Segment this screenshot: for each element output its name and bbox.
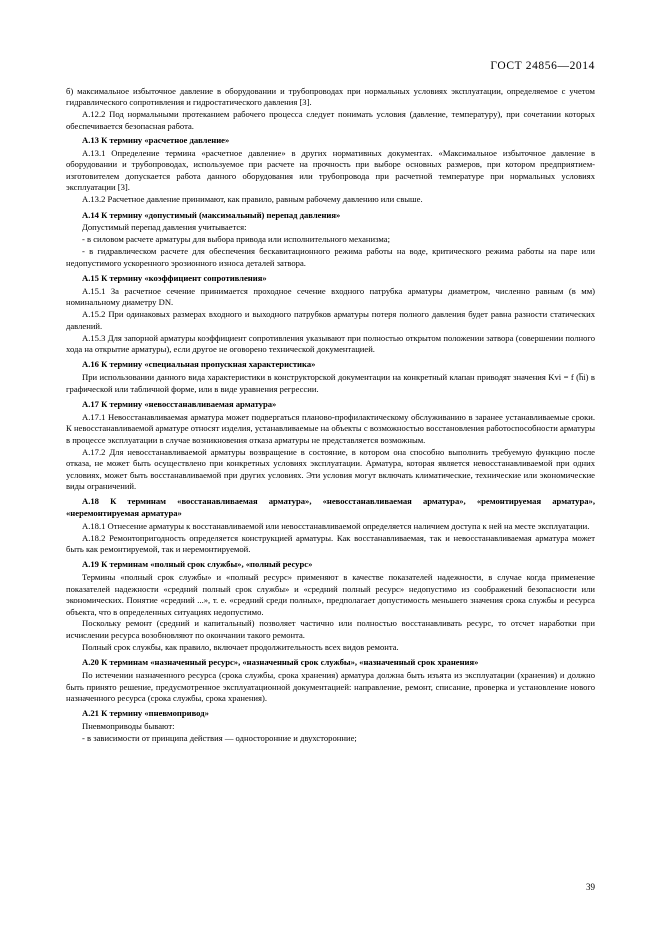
paragraph: А.15.2 При одинаковых размерах входного и выходного патрубков арматуры потеря полного давления будет равна разности статических давлений. [66,309,595,331]
paragraph: А.15.1 За расчетное сечение принимается проходное сечение входного патрубка арматуры диаметром, численно равным (в мм) номинальному диаметру DN. [66,286,595,308]
paragraph: - в зависимости от принципа действия — односторонние и двухсторонние; [82,733,357,744]
page-number: 39 [586,882,595,892]
section-heading: А.17 К термину «невосстанавливаемая арматура» [82,399,277,410]
section-heading: А.18 К терминам «восстанавливаемая арматура», «невосстанавливаемая арматура», «ремонтируемая арматура», «неремонтируемая арматура» [66,496,595,518]
paragraph: А.18.1 Отнесение арматуры к восстанавливаемой или невосстанавливаемой определяется наличием доступа к ней на месте эксплуатации. [82,520,590,531]
section-heading: А.15 К термину «коэффициент сопротивления» [82,273,267,284]
section-heading: А.14 К термину «допустимый (максимальный) перепад давления» [82,209,341,220]
paragraph: А.13.2 Расчетное давление принимают, как правило, равным рабочему давлению или свыше. [82,194,423,205]
paragraph: б) максимальное избыточное давление в оборудовании и трубопроводах при нормальных условиях эксплуатации, определяемое с учетом гидравлического сопротивления и гидростатического давления [3]. [66,86,595,108]
paragraph: Поскольку ремонт (средний и капитальный) позволяет частично или полностью восстанавливать ресурс, то отсчет наработки при исчислении ресурса возобновляют по окончании такого ремонта. [66,618,595,640]
paragraph: Полный срок службы, как правило, включает продолжительность всех видов ремонта. [82,641,399,652]
paragraph: - в силовом расчете арматуры для выбора привода или исполнительного механизма; [82,234,390,245]
paragraph: А.15.3 Для запорной арматуры коэффициент сопротивления указывают при полностью открытом положении затвора (совершении полного хода на открытие арматуры), если другое не оговорено технической документацией. [66,332,595,355]
section-heading: А.21 К термину «пневмопривод» [82,708,209,719]
paragraph: По истечении назначенного ресурса (срока службы, срока хранения) арматура должна быть изъята из эксплуатации (хранения) и должно быть принято решение, предусмотренное эксплуатационной документацией: направление, ремонт, списание, проверка и установление нового назначенного ресурса (срока службы, срока хранения). [66,670,595,703]
section-heading: А.20 К терминам «назначенный ресурс», «назначенный срок службы», «назначенный срок хранения» [82,657,479,668]
paragraph: А.18.2 Ремонтопригодность определяется конструкцией арматуры. Как восстанавливаемая, так и невосстанавливаемая арматура может быть как ремонтируемой, так и неремонтируемой. [66,532,595,555]
paragraph: А.12.2 Под нормальными протеканием рабочего процесса следует понимать условия (давление, температуру), при сочетании которых обеспечивается безопасная работа. [66,109,595,131]
paragraph: При использовании данного вида характеристики в конструкторской документации на конкретный клапан приводят значения Kvi = f (h̅i) в графической или табличной форме, или в виде уравнения регрессии. [66,372,595,394]
document-body [66,86,595,745]
section-heading: А.16 К термину «специальная пропускная характеристика» [82,359,316,370]
paragraph: А.17.2 Для невосстанавливаемой арматуры возвращение в состояние, в котором она способно выполнить требуемую функцию после отказа, не может быть осуществлено при конкретных условиях эксплуатации. Арматура, которая является невосстанавливаемой при одних условиях, может быть восстанавливаемой при других условиях. Эти условия могут включать климатические, технические или экономические виды ограничений. [66,446,595,491]
paragraph: - в гидравлическом расчете для обеспечения бескавитационного режима работы на воде, критического режима работы на паре или недопустимого ускоренного эрозионного износа деталей затвора. [66,246,595,268]
page-header: ГОСТ 24856—2014 [490,60,595,72]
paragraph: Термины «полный срок службы» и «полный ресурс» применяют в качестве показателей надежности, в случае когда применение показателей надежности «средний полный срок службы» и «средний полный ресурс» недопустимо из соображений безопасности или экономических. Понятие «средний ...», т. е. «средний среди полных», предполагает допустимость меньшего значения срока службы и ресурса объекта, что в определенных ситуациях недопустимо. [66,572,595,617]
paragraph: А.13.1 Определение термина «расчетное давление» в других нормативных документах. «Максимальное избыточное давление в оборудовании и трубопроводах, используемое при расчете на прочность при выборе основных размеров, при котором предприятием-изготовителем допускается работа данного оборудования или трубопровода при расчетной температуре при нормальных условиях эксплуатации [3]. [66,148,595,193]
paragraph: А.17.1 Невосстанавливаемая арматура может подвергаться планово-профилактическому обслуживанию в заранее устанавливаемые сроки. К невосстанавливаемой арматуре относят изделия, устанавливаемые на объекты с возможностью восстановления работоспособности арматуры в процессе эксплуатации в случае возникновения отказа арматуры не представляется возможным. [66,412,595,445]
section-heading: А.19 К терминам «полный срок службы», «полный ресурс» [82,559,313,570]
paragraph: Пневмоприводы бывают: [82,721,175,732]
section-heading: А.13 К термину «расчетное давление» [82,135,230,146]
paragraph: Допустимый перепад давления учитывается: [82,222,247,233]
